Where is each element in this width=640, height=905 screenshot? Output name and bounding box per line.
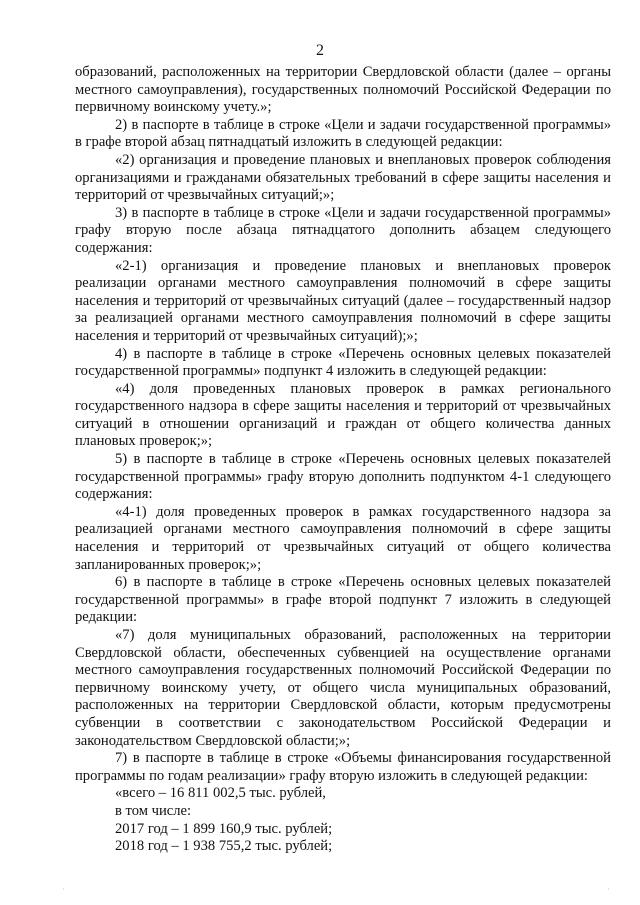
paragraph-item-5: 5) в паспорте в таблице в строке «Перечень основных целевых показателей государственной программы» графу вторую дополнить подпунктом 4-1 следующего содержания:	[75, 451, 611, 503]
paragraph-quote-7: «7) доля муниципальных образований, расположенных на территории Свердловской области, обеспеченных субвенцией на осуществление органами местного самоуправления государственных полномочий Российской Федерации по первичному воинскому учету, от общего числа муниципальных образований, расположенных на территории Свердловской области, которым предусмотрены субвенции в соответствии с законодательством Российской Федерации и законодательством Свердловской области;»;	[75, 627, 611, 749]
paragraph-item-6: 6) в паспорте в таблице в строке «Перечень основных целевых показателей государственной программы» в графе второй подпункт 7 изложить в следующей редакции:	[75, 574, 611, 626]
financing-total-line: «всего – 16 811 002,5 тыс. рублей,	[115, 785, 326, 802]
paragraph-quote-2: «2) организация и проведение плановых и внеплановых проверок соблюдения организациями и гражданами обязательных требований в сфере защиты населения и территорий от чрезвычайных ситуаций;»;	[75, 151, 611, 204]
paragraph-item-4: 4) в паспорте в таблице в строке «Перечень основных целевых показателей государственной программы» подпункт 4 изложить в следующей редакции:	[75, 345, 611, 380]
financing-2018-line: 2018 год – 1 938 755,2 тыс. рублей;	[115, 838, 333, 855]
scan-speck: ·	[607, 884, 610, 894]
scan-speck: ·	[62, 884, 65, 894]
paragraph-continuation: образований, расположенных на территории Свердловской области (далее – органы местного самоуправления), государственных полномочий Российской Федерации по первичному воинскому учету.»;	[75, 64, 611, 116]
paragraph-quote-4: «4) доля проведенных плановых проверок в рамках регионального государственного надзора в сфере защиты населения и территорий от чрезвычайных ситуаций в отношении организаций и граждан от общего количества данных плановых проверок;»;	[75, 380, 611, 450]
paragraph-quote-4-1: «4-1) доля проведенных проверок в рамках государственного надзора за реализацией органами местного самоуправления полномочий в сфере защиты населения и территорий от чрезвычайных ситуаций от общего количества запланированных проверок;»;	[75, 503, 611, 573]
paragraph-quote-2-1: «2-1) организация и проведение плановых и внеплановых проверок реализации органами местного самоуправления полномочий в сфере защиты населения и территорий от чрезвычайных ситуаций (далее – государственный надзор за реализацией органами местного самоуправления полномочий в сфере защиты населения и территорий от чрезвычайных ситуаций);»;	[75, 257, 611, 344]
financing-including-line: в том числе:	[115, 802, 192, 819]
paragraph-item-7: 7) в паспорте в таблице в строке «Объемы финансирования государственной программы по годам реализации» графу вторую изложить в следующей редакции:	[75, 750, 611, 784]
document-text	[75, 64, 611, 856]
paragraph-item-3: 3) в паспорте в таблице в строке «Цели и задачи государственной программы» графу вторую после абзаца пятнадцатого дополнить абзацем следующего содержания:	[75, 204, 611, 256]
financing-2017-line: 2017 год – 1 899 160,9 тыс. рублей;	[115, 820, 333, 837]
page-number: 2	[316, 42, 324, 59]
paragraph-item-2: 2) в паспорте в таблице в строке «Цели и задачи государственной программы» в графе второй абзац пятнадцатый изложить в следующей редакции:	[75, 116, 611, 151]
